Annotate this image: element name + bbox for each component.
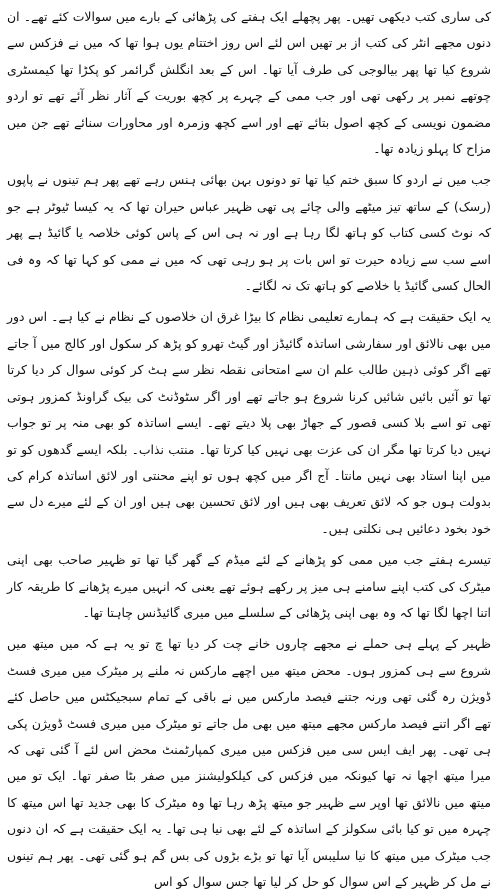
paragraph-5: ظہیر کے پہلے ہی حملے نے مجھے چاروں خانے چت کر دیا تھا چ تو یہ ہے کہ میں میتھ میں شروع سے ہی کمزور ہوں۔ محض میتھ میں اچھے مارکس نہ ملنے پر میٹرک میں میری فسٹ ڈویژن رہ گئی تھی ورنہ جتنے فیصد مارکس میں نے باقی کے تمام سبجیکٹس میں حاصل کئے تھے اگر اتنے فیصد مارکس مجھے میتھ میں بھی مل جاتے تو میٹرک میں میری فسٹ ڈویژن پکی ہی تھی۔ پھر ایف ایس سی میں فزکس میں میری کمپارٹمنٹ محض اس لئے آ گئی تھی کہ میرا میتھ اچھا نہ تھا کیونکہ میں فزکس کی کیلکولیشنز میں صفر بٹا صفر تھا۔ ایک تو میں میتھ میں نالائق تھا اوپر سے ظہیر جو میتھ پڑھ رہا تھا وہ میٹرک کا بھی جدید تھا اس میتھ کا چہرہ میں تو کیا بائی سکولز کے اساتذہ کے لئے بھی نیا ہی تھا۔ یہ ایک حقیقت ہے کہ ان دنوں جب میٹرک میں میتھ کا نیا سلیبس آیا تھا تو بڑے بڑوں کی بس گم ہو گئی تھی۔ پھر ہم تینوں نے مل کر ظہیر کے اس سوال کو حل کر لیا تھا جس سوال کو اس	[7, 636, 491, 889]
paragraph-4: تیسرے ہفتے جب میں ممی کو پڑھانے کے لئے میڈم کے گھر گیا تھا تو ظہیر صاحب بھی اپنی میٹرک کی کتب اپنے سامنے ہی میز پر رکھے ہوئے تھے یعنی کہ انہیں میرے پڑھانے کا طریقہ کار اتنا اچھا لگا تھا کہ وہ بھی اپنی پڑھائی کے سلسلے میں میری گائیڈنس چاہتا تھا۔	[7, 552, 491, 620]
paragraph-1: کی ساری کتب دیکھی تھیں۔ پھر پچھلے ایک ہفتے کی پڑھائی کے بارے میں سوالات کئے تھے۔ ان دنوں مجھے انٹر کی کتب از بر تھیں اس لئے اس روز اختتام یوں ہوا تھا کہ میں نے فزکس سے شروع کیا تھا پھر بیالوجی کی طرف آیا تھا۔ اس کے بعد انگلش گرائمر کو پکڑا تھا کیمسٹری چوتھے نمبر پر رکھی تھی اور جب ممی کے چہرے پر کچھ بوریت کے آثار نظر آئے تھے تو اردو مضمون نویسی کے کچھ اصول بتائے تھے اور اسے کچھ وزمرہ اور محاورات سنائے تھے جن میں مزاح کا پہلو زیادہ تھا۔	[7, 9, 491, 157]
paragraph-3: یہ ایک حقیقت ہے کہ ہمارے تعلیمی نظام کا بیڑا غرق ان خلاصوں کے نظام نے کیا ہے۔ اس دور میں بھی نالائق اور سفارشی اساتذہ گائیڈز اور گیٹ تھرو کو پڑھ کر سکول اور کالج میں آ جاتے تھے اگر کوئی ذہین طالب علم ان سے امتحانی نقطہ نظر سے ہٹ کر کوئی سوال کر دیا کرتا تھا تو آئیں بائیں شائیں کرنا شروع ہو جاتے تھے اور اگر سٹوڈنٹ کی بیک گراونڈ کمزور ہوتی تھی تو اسے بلا کسی قصور کے جھاڑ بھی پلا دیتے تھے۔ ایسے اساتذہ کو بھی منہ پر تو جواب نہیں دیا کرتا تھا مگر ان کی عزت بھی نہیں کیا کرتا تھا۔ منتب نذاب۔ بلکہ ایسے گدھوں کو تو میں اپنا استاد بھی نہیں مانتا۔ آج اگر میں کچھ ہوں تو اپنے محنتی اور لائق اساتذہ کرام کی بدولت ہوں جو کہ لائق تعریف بھی ہیں اور لائق تحسین بھی ہیں اور ان کے لئے میرے دل سے خود بخود دعائیں ہی نکلتی ہیں۔	[7, 309, 491, 536]
paragraph-2: جب میں نے اردو کا سبق ختم کیا تھا تو دونوں بہن بھائی ہنس رہے تھے پھر ہم تینوں نے پاپوں (رسک) کے ساتھ تیز میٹھے والی چائے پی تھی ظہیر عباس حیران تھا کہ یہ کیسا ٹیوٹر ہے جو کہ نوٹ کسی کتاب کو ہاتھ لگا رہا ہے اور نہ ہی اس کے پاس کوئی خلاصہ یا گائیڈ ہے پھر اسے سب سے زیادہ حیرت تو اس بات پر ہو رہی تھی کہ میں نے ممی کو کہا تھا کہ وہ فی الحال کسی گائیڈ یا خلاصے کو ہاتھ تک نہ لگائے۔	[7, 172, 491, 294]
